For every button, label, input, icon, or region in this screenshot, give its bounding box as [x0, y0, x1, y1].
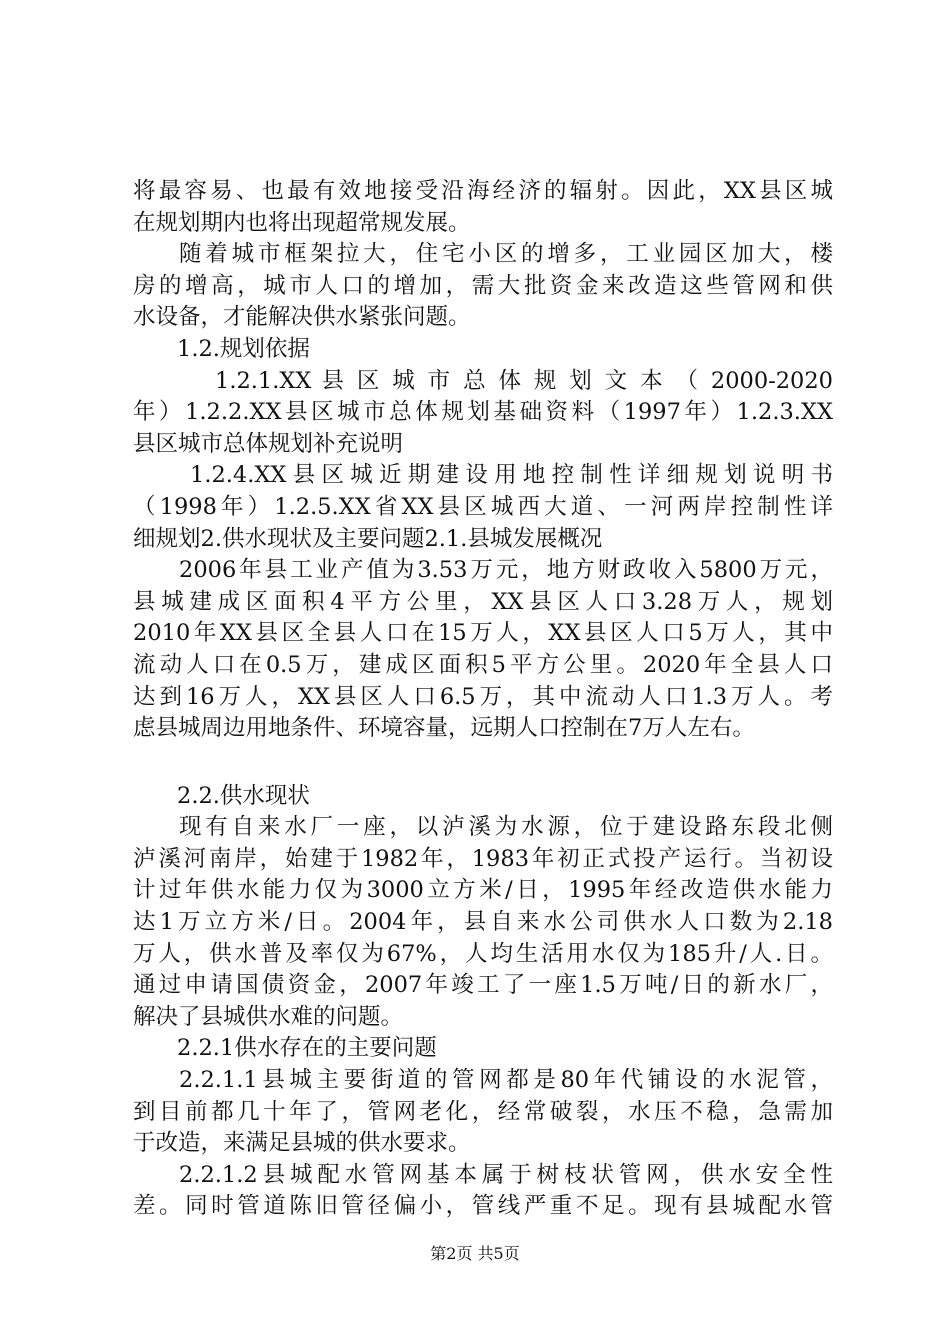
text-line: 万人，供水普及率仅为67%，人均生活用水仅为185升/人.日。: [133, 940, 833, 967]
text-line: 到目前都几十年了，管网老化，经常破裂，水压不稳，急需加: [133, 1098, 833, 1125]
text-line: 县区城市总体规划补充说明: [133, 430, 404, 457]
text-line: （1998年）1.2.5.XX省XX县区城西大道、一河两岸控制性详: [133, 493, 833, 520]
text-line: 虑县城周边用地条件、环境容量，远期人口控制在7万人左右。: [133, 715, 755, 742]
text-line: 泸溪河南岸，始建于1982年，1983年初正式投产运行。当初设: [133, 845, 833, 872]
text-line: 房的增高，城市人口的增加，需大批资金来改造这些管网和供: [133, 272, 833, 299]
text-line: 1.2.1.XX 县 区 城 市 总 体 规 划 文 本 （ 2000-2020: [215, 367, 833, 394]
section-heading: 2.2.供水现状: [177, 782, 310, 809]
text-line: 达1万立方米/日。2004年，县自来水公司供水人口数为2.18: [133, 909, 833, 936]
section-heading: 1.2.规划依据: [177, 335, 310, 362]
text-line: 细规划2.供水现状及主要问题2.1.县城发展概况: [133, 525, 603, 552]
text-line: 现有自来水厂一座，以泸溪为水源，位于建设路东段北侧: [179, 814, 833, 841]
text-line: 差。同时管道陈旧管径偏小，管线严重不足。现有县城配水管: [133, 1193, 833, 1220]
text-line: 1.2.4.XX县区城近期建设用地控制性详细规划说明书: [190, 462, 833, 489]
text-line: 通过申请国债资金，2007年竣工了一座1.5万吨/日的新水厂，: [133, 972, 833, 999]
text-line: 于改造，来满足县城的供水要求。: [133, 1130, 471, 1157]
text-line: 计过年供水能力仅为3000立方米/日，1995年经改造供水能力: [133, 877, 833, 904]
text-line: 2.2.1.2县城配水管网基本属于树枝状管网，供水安全性: [179, 1161, 833, 1188]
text-line: 水设备，才能解决供水紧张问题。: [133, 304, 471, 331]
text-line: 在规划期内也将出现超常规发展。: [133, 209, 471, 236]
text-line: 年）1.2.2.XX县区城市总体规划基础资料（1997年）1.2.3.XX: [133, 399, 833, 426]
text-line: 达到16万人，XX县区人口6.5万，其中流动人口1.3万人。考: [133, 683, 833, 710]
text-line: 县城建成区面积4平方公里，XX县区人口3.28万人，规划: [133, 588, 833, 615]
text-line: 解决了县城供水难的问题。: [133, 1003, 404, 1030]
page-footer: 第2页 共5页: [430, 1244, 520, 1263]
text-line: 2.2.1.1县城主要街道的管网都是80年代铺设的水泥管，: [179, 1067, 833, 1094]
text-line: 流动人口在0.5万，建成区面积5平方公里。2020年全县人口: [133, 651, 833, 678]
text-line: 将最容易、也最有效地接受沿海经济的辐射。因此，XX县区城: [133, 178, 833, 204]
text-line: 2006年县工业产值为3.53万元，地方财政收入5800万元，: [179, 557, 833, 584]
text-line: 随着城市框架拉大，住宅小区的增多，工业园区加大，楼: [179, 241, 833, 268]
document-body: [133, 176, 833, 1223]
section-heading: 2.2.1供水存在的主要问题: [177, 1035, 437, 1062]
paragraph-gap: [133, 745, 833, 781]
text-line: 2010年XX县区全县人口在15万人，XX县区人口5万人，其中: [133, 620, 833, 647]
